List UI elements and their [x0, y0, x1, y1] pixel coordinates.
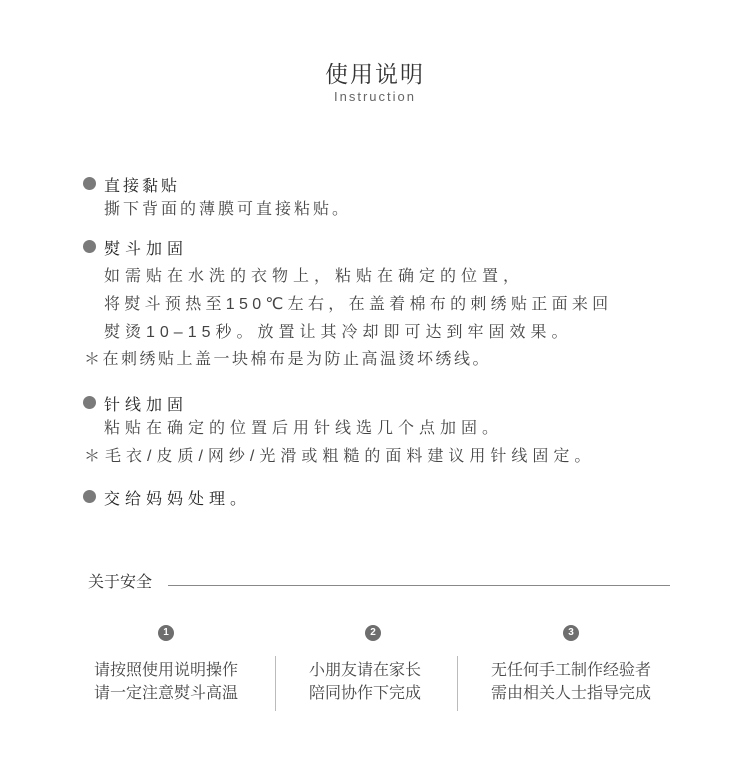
number-badge-3: 3: [563, 625, 579, 641]
safety-text: 无任何手工制作经验者: [490, 662, 651, 679]
section-heading: 交给妈妈处理。: [104, 491, 252, 508]
section-text: 将熨斗预热至150℃左右，在盖着棉布的刺绣贴正面来回: [104, 296, 613, 313]
section-text: 粘贴在确定的位置后用针线选几个点加固。: [104, 420, 504, 437]
section-heading: 直接黏贴: [104, 178, 181, 195]
safety-item-3: [476, 659, 666, 705]
page-subtitle: Instruction: [334, 89, 416, 104]
number-badge-1: 1: [158, 625, 174, 641]
section-text: 撕下背面的薄膜可直接粘贴。: [104, 201, 352, 218]
section-heading: 针线加固: [104, 397, 189, 414]
bullet-icon: [83, 177, 96, 190]
bullet-icon: [83, 490, 96, 503]
safety-text: 需由相关人士指导完成: [490, 685, 651, 702]
divider: [457, 656, 458, 711]
safety-text: 小朋友请在家长: [308, 662, 421, 679]
safety-item-1: [71, 659, 261, 705]
safety-item-2: [270, 659, 460, 705]
divider: [168, 585, 670, 586]
page-title: 使用说明: [325, 61, 425, 87]
section-heading: 熨斗加固: [104, 241, 189, 258]
safety-text: 陪同协作下完成: [308, 685, 421, 702]
safety-text: 请按照使用说明操作: [93, 662, 238, 679]
section-text: 熨烫10–15秒。放置让其冷却即可达到牢固效果。: [104, 324, 573, 341]
bullet-icon: [83, 240, 96, 253]
safety-text: 请一定注意熨斗高温: [93, 685, 238, 702]
bullet-icon: [83, 396, 96, 409]
number-badge-2: 2: [365, 625, 381, 641]
section-note: ＊毛衣/皮质/网纱/光滑或粗糙的面料建议用针线固定。: [84, 448, 596, 465]
section-note: ＊在刺绣贴上盖一块棉布是为防止高温烫坏绣线。: [84, 351, 492, 368]
safety-title: 关于安全: [88, 574, 153, 591]
section-text: 如需贴在水洗的衣物上，粘贴在确定的位置，: [104, 268, 525, 285]
